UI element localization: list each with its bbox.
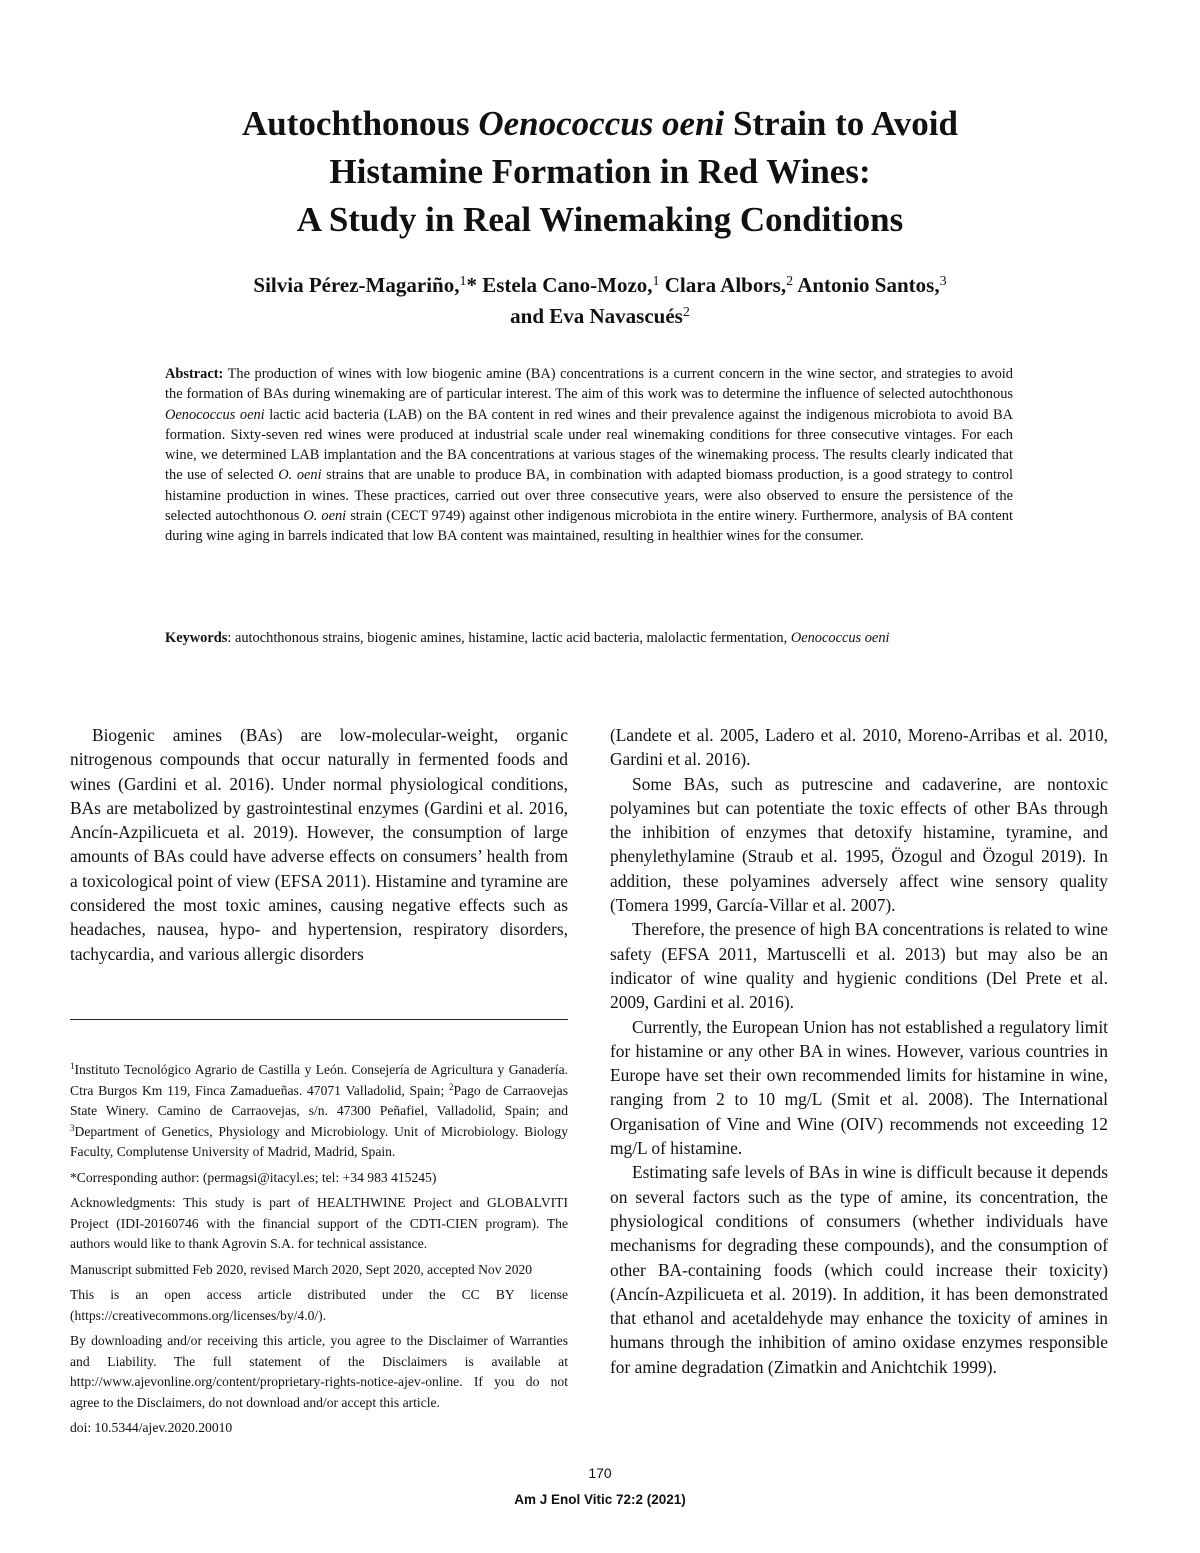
disclaimer-note: By downloading and/or receiving this article, you agree to the Disclaimer of Warranties and Liability. The full statement of the Disclaimers is available at http://www.ajevonline.org/content/proprietary-rights-notice-ajev-online. If you do not agree to the Disclaimers, do not download and/or accept this article. xyxy=(70,1333,568,1410)
page-number: 170 xyxy=(588,1465,612,1481)
journal-citation: Am J Enol Vitic 72:2 (2021) xyxy=(514,1492,686,1507)
abstract: Abstract: The production of wines with low biogenic amine (BA) concentrations is a current concern in the wine sector, and strategies to avoid the formation of BAs during winemaking are of particular interest. The aim of this work was to determine the influence of selected autochthonous Oenococcus oeni lactic acid bacteria (LAB) on the BA content in red wines and their prevalence against the indigenous microbiota to avoid BA formation. Sixty-seven red wines were produced at industrial scale under real winemaking conditions for three consecutive vintages. For each wine, we determined LAB implantation and the BA concentrations at various stages of the winemaking process. The results clearly indicated that the use of selected O. oeni strains that are unable to produce BA, in combination with adapted biomass production, is a good strategy to control histamine production in wines. These practices, carried out over three consecutive years, were also observed to ensure the persistence of the selected autochthonous O. oeni strain (CECT 9749) against other indigenous microbiota in the entire winery. Furthermore, analysis of BA content during wine aging in barrels indicated that low BA content was maintained, resulting in healthier wines for the consumer. xyxy=(165,366,1013,545)
keywords-label: Keywords xyxy=(165,630,228,646)
author-name: Estela Cano-Mozo, xyxy=(482,273,653,297)
body-paragraph: Some BAs, such as putrescine and cadaverine, are nontoxic polyamines but can potentiate the toxic effects of other BAs through the inhibition of enzymes that detoxify histamine, tyramine, and phenylethylamine (Straub et al. 1995, Özogul and Özogul 2019). In addition, these polyamines adversely affect wine sensory quality (Tomera 1999, García-Villar et al. 2007). xyxy=(610,773,1108,916)
affiliation-marker: 3 xyxy=(939,274,947,289)
author-name: Silvia Pérez-Magariño, xyxy=(253,273,460,297)
body-column-left xyxy=(70,723,568,966)
body-paragraph: Currently, the European Union has not established a regulatory limit for histamine or any other BA in wines. However, various countries in Europe have set their own recommended limits for histamine in wine, ranging from 2 to 10 mg/L (Smit et al. 2008). The International Organisation of Vine and Wine (OIV) recommends not exceeding 12 mg/L of histamine. xyxy=(610,1016,1108,1159)
acknowledgments: Acknowledgments: This study is part of HEALTHWINE Project and GLOBALVITI Project (IDI-20160746 with the financial support of the CDTI-CIEN program). The authors would like to thank Agrovin S.A. for technical assistance. xyxy=(70,1195,568,1251)
title-line-2: Histamine Formation in Red Wines: xyxy=(329,152,871,191)
title-species-italic: Oenococcus oeni xyxy=(478,104,725,143)
body-column-right xyxy=(610,723,1108,1379)
keywords: Keywords: autochthonous strains, biogenic amines, histamine, lactic acid bacteria, malolactic fermentation, Oenococcus oeni xyxy=(165,630,890,646)
affiliation-marker: 1 xyxy=(459,274,467,289)
author-list: Silvia Pérez-Magariño,$^1$* Estela Cano-Mozo,$^1$ Clara Albors,$^2$ Antonio Santos,$^3$ and Eva Navascués$^2$ xyxy=(253,273,947,328)
abstract-label: Abstract: xyxy=(165,366,224,382)
body-paragraph-continued: (Landete et al. 2005, Ladero et al. 2010, Moreno-Arribas et al. 2010, Gardini et al. 2016). xyxy=(610,725,1108,770)
affiliation-marker: 2 xyxy=(682,305,690,320)
title-line-1: Autochthonous Oenococcus oeni Strain to Avoid xyxy=(242,104,958,143)
affiliations: $^1$Instituto Tecnológico Agrario de Castilla y León. Consejería de Agricultura y Ganadería. Ctra Burgos Km 119, Finca Zamadueñas. 47071 Valladolid, Spain; $^2$Pago de Carraovejas State Winery. Camino de Carraovejas, s/n. 47300 Peñafiel, Valladolid, Spain; and $^3$Department of Genetics, Physiology and Microbiology. Unit of Microbiology. Biology Faculty, Complutense University of Madrid, Madrid, Spain. xyxy=(70,1061,568,1159)
footnotes xyxy=(70,1060,568,1444)
body-paragraph: Estimating safe levels of BAs in wine is difficult because it depends on several factors such as the type of amine, its concentration, the physiological conditions of consumers (whether individuals have mechanisms for degrading these compounds), and the consumption of other BA-containing foods (which could increase their toxicity) (Ancín-Azpilicueta et al. 2019). In addition, it has been demonstrated that ethanol and acetaldehyde may enhance the toxicity of amines in humans through the inhibition of amino oxidase enzymes responsible for amine degradation (Zimatkin and Anichtchik 1999). xyxy=(610,1162,1108,1377)
footnote-divider xyxy=(70,1019,568,1020)
author-name: Clara Albors, xyxy=(664,273,787,297)
body-paragraph: Therefore, the presence of high BA concentrations is related to wine safety (EFSA 2011, Martuscelli et al. 2013) but may also be an indicator of wine quality and hygienic conditions (Del Prete et al. 2009, Gardini et al. 2016). xyxy=(610,919,1108,1013)
article-title xyxy=(100,100,1100,244)
license-note: This is an open access article distributed under the CC BY license (https://creativecommons.org/licenses/by/4.0/). xyxy=(70,1287,568,1323)
affiliation-marker: 2 xyxy=(786,274,794,289)
author-name: Antonio Santos, xyxy=(797,273,940,297)
doi: doi: 10.5344/ajev.2020.20010 xyxy=(70,1420,233,1435)
author-name: and Eva Navascués xyxy=(510,304,683,328)
body-paragraph: Biogenic amines (BAs) are low-molecular-weight, organic nitrogenous compounds that occur naturally in fermented foods and wines (Gardini et al. 2016). Under normal physiological conditions, BAs are metabolized by gastrointestinal enzymes (Gardini et al. 2016, Ancín-Azpilicueta et al. 2019). However, the consumption of large amounts of BAs could have adverse effects on consumers’ health from a toxicological point of view (EFSA 2011). Histamine and tyramine are considered the most toxic amines, causing negative effects such as headaches, nausea, hypo- and hypertension, respiratory disorders, tachycardia, and various allergic disorders xyxy=(70,725,568,964)
corresponding-author: *Corresponding author: (permagsi@itacyl.es; tel: +34 983 415245) xyxy=(70,1169,437,1185)
manuscript-dates: Manuscript submitted Feb 2020, revised March 2020, Sept 2020, accepted Nov 2020 xyxy=(70,1261,533,1277)
affiliation-marker: 1 xyxy=(652,274,660,289)
title-line-3: A Study in Real Winemaking Conditions xyxy=(296,200,904,239)
